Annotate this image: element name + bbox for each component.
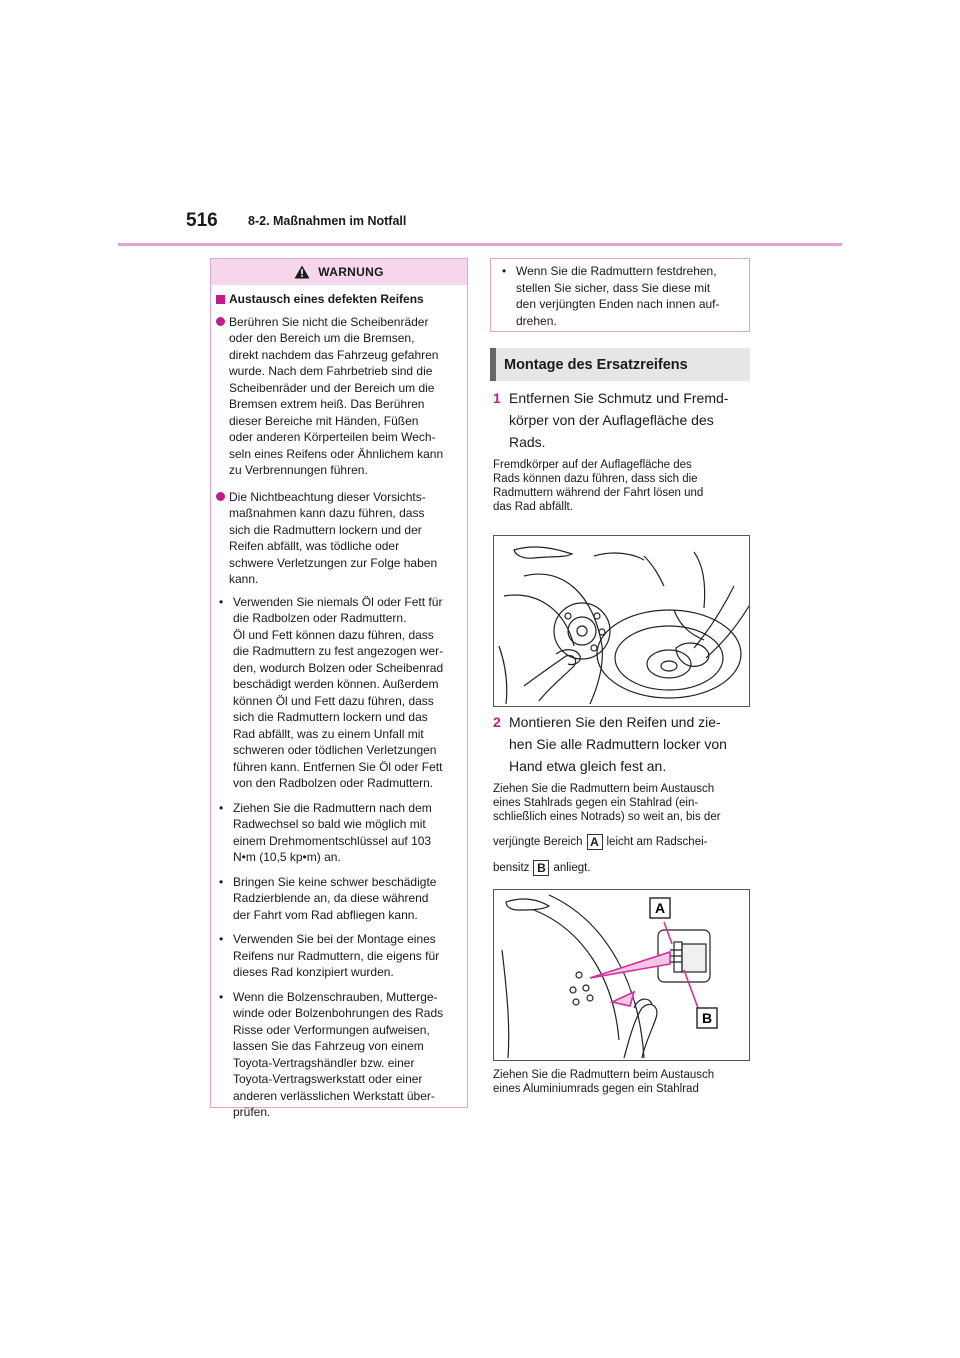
warning-triangle-icon — [294, 265, 310, 279]
header-rule — [118, 243, 842, 246]
final-paragraph: Ziehen Sie die Radmuttern beim Austausch eines Aluminiumrads gegen ein Stahlrad — [493, 1069, 715, 1095]
warning-title: WARNUNG — [318, 265, 384, 279]
step-1: 1 Entfernen Sie Schmutz und Fremd- körper von der Auflagefläche des Rads. — [493, 390, 729, 450]
wheel-hub-cleaning-illustration — [494, 536, 749, 706]
page-number: 516 — [186, 210, 218, 231]
figure-label-b — [697, 1008, 717, 1028]
warning-sub-bullet: • Ziehen Sie die Radmuttern nach dem Radwechsel so bald wie möglich mit einem Drehmomentschlüssel auf 103 N•m (10,5 kp•m) an. — [219, 800, 432, 864]
warning-box — [210, 258, 468, 1119]
warning-bullet: Die Nichtbeachtung dieser Vorsichts- maßnahmen kann dazu führen, dass sich die Radmuttern lockern und der Reifen abfällt, was tödliche oder schwere Verletzungen zur Folge haben kann. — [216, 489, 457, 588]
figure-label-a — [650, 898, 670, 918]
label-b-badge: B — [533, 860, 549, 876]
wheel-nut-mounting-illustration — [494, 890, 749, 1060]
section-title: 8-2. Maßnahmen im Notfall — [248, 214, 407, 228]
note-box: • Wenn Sie die Radmuttern festdrehen, stellen Sie sicher, dass Sie diese mit den verjüngten Enden nach innen auf- drehen. — [490, 258, 750, 332]
step-2-description: Ziehen Sie die Radmuttern beim Austausch eines Stahlrads gegen ein Stahlrad (ein- schließlich eines Notrads) so weit an, bis der verjüngte Bereich A leicht am Radschei- bensitz B anliegt. — [493, 782, 755, 876]
warning-bullet: Berühren Sie nicht die Scheibenräder oder den Bereich um die Bremsen, direkt nachdem das Fahrzeug gefahren wurde. Nach dem Fahrbetrieb sind die Scheibenräder und der Bereich um die Bremsen extrem heiß. Das Berühren dieser Bereiche mit Händen, Füßen oder anderen Körperteilen beim Wech- seln eines Reifens oder Ähnlichem kann zu Verbrennungen führen. — [216, 314, 457, 479]
circle-bullet-icon — [216, 492, 225, 501]
warning-sub-bullet: • Wenn die Bolzenschrauben, Mutterge- winde oder Bolzenbohrungen des Rads Risse oder Verformungen aufweisen, lassen Sie das Fahrzeug von einem Toyota-Vertragshändler bzw. einer Toyota-Vertragswerkstatt oder einer anderen verlässlichen Werkstatt über- prüfen. — [219, 989, 444, 1119]
square-bullet-icon — [216, 295, 225, 304]
section-heading: Montage des Ersatzreifens — [490, 348, 750, 381]
figure-clean-hub — [493, 535, 750, 707]
warning-sub-bullet: • Verwenden Sie niemals Öl oder Fett für die Radbolzen oder Radmuttern. Öl und Fett können dazu führen, dass die Radmuttern zu fest angezogen wer- den, wodurch Bolzen oder Scheibenrad beschädigt werden können. Außerdem können Öl und Fett dazu führen, dass sich die Radmuttern lockern und das Rad abfällt, was zu einem Unfall mit schweren oder tödlichen Verletzungen führen kann. Entfernen Sie Öl oder Fett von den Radbolzen oder Radmuttern. — [219, 594, 444, 790]
step-2-line-b: bensitz B anliegt. — [493, 861, 591, 875]
warning-sub-bullet: • Verwenden Sie bei der Montage eines Reifens nur Radmuttern, die eigens für dieses Rad konzipiert wurden. — [219, 932, 440, 979]
warning-header — [211, 259, 467, 285]
warning-sub-bullet: • Bringen Sie keine schwer beschädigte Radzierblende an, da diese während der Fahrt vom Rad abfliegen kann. — [219, 874, 437, 922]
figure-mount-nuts — [493, 889, 750, 1061]
step-1-description: Fremdkörper auf der Auflagefläche des Rads können dazu führen, dass sich die Radmuttern während der Fahrt lösen und das Rad abfällt. — [493, 459, 704, 513]
step-2: 2 Montieren Sie den Reifen und zie- hen Sie alle Radmuttern locker von Hand etwa gleich fest an. — [493, 714, 727, 774]
circle-bullet-icon — [216, 317, 225, 326]
warning-heading: Austausch eines defekten Reifens — [216, 291, 457, 308]
step-2-line-a: verjüngte Bereich A leicht am Radschei- — [493, 835, 708, 849]
svg-text:B: B — [701, 1010, 713, 1026]
svg-text:A: A — [654, 900, 666, 916]
label-a-badge: A — [587, 834, 603, 850]
